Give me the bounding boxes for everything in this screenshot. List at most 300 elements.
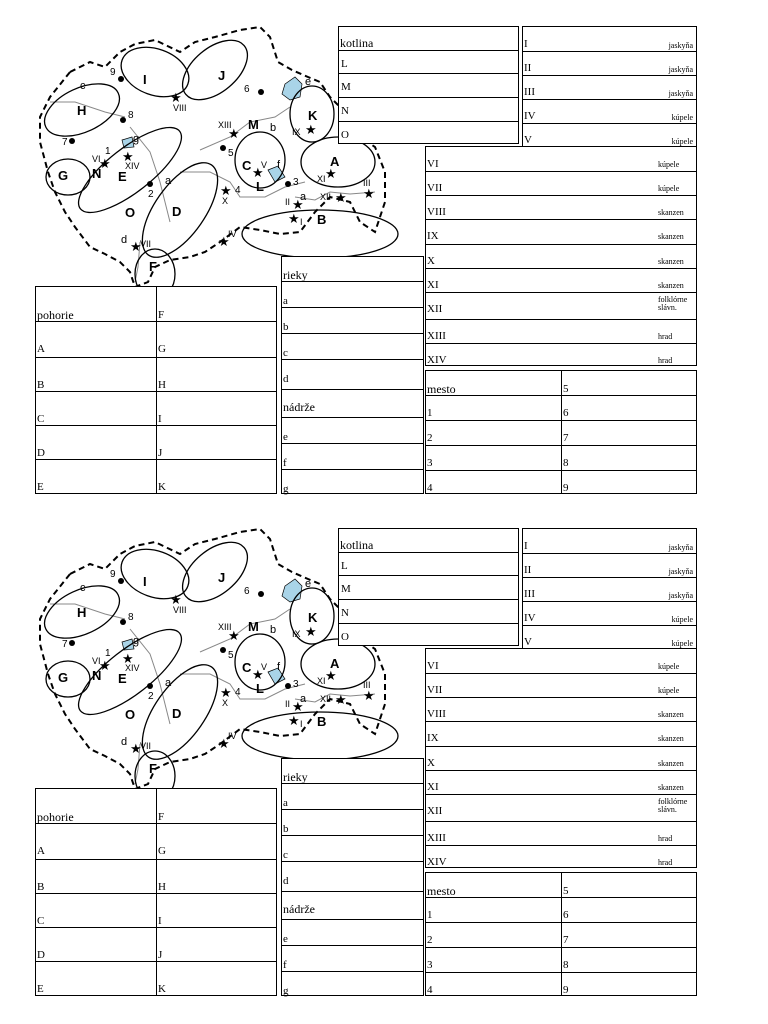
svg-text:XI: XI [317, 174, 326, 184]
label-N: N [92, 668, 102, 683]
svg-text:1: 1 [105, 648, 111, 659]
svg-text:6: 6 [244, 84, 250, 95]
reservoir-row-label: f [283, 457, 287, 469]
site-number: IV [524, 612, 536, 624]
site-type: kúpele [671, 113, 693, 122]
river-row-label: b [283, 823, 289, 835]
pohorie-left-label: E [37, 481, 44, 493]
svg-text:★: ★ [252, 667, 264, 682]
pohorie-left-label: B [37, 379, 45, 391]
mesto-row-divider [426, 445, 696, 446]
pohorie-right-label: G [158, 343, 166, 355]
svg-text:4: 4 [235, 185, 241, 196]
label-I: I [143, 72, 147, 87]
svg-text:9: 9 [110, 569, 116, 580]
pohorie-row-divider [36, 357, 276, 358]
label-O: O [125, 707, 136, 722]
label-D: D [172, 706, 182, 721]
svg-text:3: 3 [293, 177, 299, 188]
svg-text:5: 5 [228, 148, 234, 159]
site-number: IX [427, 230, 439, 242]
sites-row-divider [426, 244, 696, 245]
pohorie-right-label: K [158, 481, 166, 493]
svg-text:★: ★ [99, 658, 111, 673]
reservoir-row-label: e [283, 933, 288, 945]
sites-row-divider [426, 319, 696, 320]
svg-text:★: ★ [363, 688, 375, 703]
svg-text:XI: XI [317, 676, 326, 686]
svg-text:★: ★ [170, 90, 182, 105]
site-number: VIII [427, 708, 446, 720]
mesto-row-divider [426, 972, 696, 973]
mesto-table [425, 370, 697, 494]
river-row-label: a [283, 797, 288, 809]
mesto-row-divider [426, 897, 696, 898]
reservoir-row-label: g [283, 985, 289, 997]
site-number: XII [427, 805, 443, 817]
svg-text:★: ★ [218, 736, 230, 751]
site-number: II [524, 62, 532, 74]
site-number: V [524, 134, 532, 146]
river-row-label: d [283, 373, 289, 385]
svg-text:IX: IX [292, 127, 301, 137]
sites-row-divider [523, 601, 696, 602]
sites-row-divider [426, 195, 696, 196]
svg-text:c: c [80, 582, 86, 594]
label-H: H [77, 605, 87, 620]
svg-text:IV: IV [228, 731, 237, 741]
svg-text:VIII: VIII [173, 605, 187, 615]
svg-text:IX: IX [292, 629, 301, 639]
label-B: B [317, 714, 327, 729]
city-number-left: 2 [427, 432, 433, 444]
site-type: skanzen [658, 759, 684, 768]
svg-text:★: ★ [228, 628, 240, 643]
site-type: skanzen [658, 710, 684, 719]
range-J [172, 531, 259, 614]
site-number: XIV [427, 856, 447, 868]
site-type: hrad [658, 858, 673, 867]
rieky-table [281, 256, 424, 494]
rieky-row-divider [282, 307, 423, 308]
svg-text:★: ★ [288, 211, 300, 226]
label-I: I [143, 574, 147, 589]
pohorie-right-label: J [158, 447, 163, 459]
svg-text:XII: XII [320, 192, 332, 202]
svg-text:f: f [277, 159, 281, 171]
svg-text:III: III [363, 178, 371, 188]
sites-row-divider [426, 219, 696, 220]
pohorie-row-divider [36, 961, 276, 962]
svg-text:e: e [305, 578, 312, 590]
svg-text:XIV: XIV [125, 161, 140, 171]
site-number: XI [427, 781, 439, 793]
site-type: kúpele [658, 662, 680, 671]
sites-table-1 [522, 528, 697, 650]
site-type: kúpele [671, 615, 693, 624]
reservoir-e [282, 77, 302, 100]
label-F: F [149, 259, 157, 274]
label-M: M [248, 619, 259, 634]
kotlina-row-label: N [341, 105, 349, 117]
label-F: F [149, 761, 157, 776]
site-type: hrad [658, 332, 673, 341]
site-number: XI [427, 279, 439, 291]
site-number: I [524, 540, 528, 552]
label-O: O [125, 205, 136, 220]
svg-text:★: ★ [288, 713, 300, 728]
site-type: hrad [658, 834, 673, 843]
svg-text:X: X [222, 196, 229, 206]
kotlina-row-divider [339, 121, 518, 122]
svg-text:★: ★ [220, 183, 232, 198]
city-number-right: 9 [563, 984, 569, 996]
label-B: B [317, 212, 327, 227]
site-number: III [524, 86, 535, 98]
mesto-row-divider [426, 420, 696, 421]
city-number-left: 1 [427, 909, 433, 921]
pohorie-row-divider [36, 893, 276, 894]
nadrze-row-divider [282, 469, 423, 470]
svg-text:VII: VII [140, 741, 152, 751]
site-number: XIII [427, 832, 446, 844]
rieky-row-divider [282, 333, 423, 334]
river-row-label: d [283, 875, 289, 887]
nadrze-row-divider [282, 417, 423, 418]
range-I [114, 38, 196, 105]
city-number-left: 4 [427, 984, 433, 996]
svg-text:XIV: XIV [125, 663, 140, 673]
rieky-row-divider [282, 359, 423, 360]
rieky-row-divider [282, 835, 423, 836]
label-K: K [308, 108, 318, 123]
svg-text:b: b [270, 624, 277, 636]
pohorie-row-divider [36, 321, 276, 322]
city-number-right: 9 [563, 482, 569, 494]
pohorie-header-right: F [158, 309, 165, 321]
pohorie-left-label: D [37, 447, 45, 459]
svg-text:IV: IV [228, 229, 237, 239]
site-number: II [524, 564, 532, 576]
sites-row-divider [426, 746, 696, 747]
sites-row-divider [523, 625, 696, 626]
pohorie-left-label: C [37, 915, 45, 927]
nadrze-row-divider [282, 945, 423, 946]
kotlina-row-label: N [341, 607, 349, 619]
pohorie-left-label: B [37, 881, 45, 893]
kotlina-row-divider [339, 552, 518, 553]
pohorie-left-label: A [37, 343, 45, 355]
label-H: H [77, 103, 87, 118]
label-C: C [242, 158, 252, 173]
site-type: kúpele [658, 184, 680, 193]
city-number-right: 7 [563, 432, 569, 444]
site-type: skanzen [658, 783, 684, 792]
pohorie-row-divider [36, 823, 276, 824]
label-L: L [256, 681, 264, 696]
label-M: M [248, 117, 259, 132]
svg-text:a: a [300, 191, 307, 203]
svg-text:VI: VI [92, 656, 101, 666]
rieky-row-divider [282, 809, 423, 810]
mesto-header: mesto [427, 382, 456, 396]
sites-row-divider [426, 794, 696, 795]
svg-text:★: ★ [292, 197, 304, 212]
mesto-col-divider [561, 873, 562, 995]
label-E: E [118, 169, 127, 184]
pohorie-right-label: H [158, 881, 166, 893]
svg-text:★: ★ [99, 156, 111, 171]
svg-text:7: 7 [62, 137, 68, 148]
kotlina-row-divider [339, 575, 518, 576]
city-number-right: 8 [563, 457, 569, 469]
svg-text:★: ★ [292, 699, 304, 714]
svg-text:7: 7 [62, 639, 68, 650]
svg-text:★: ★ [325, 166, 337, 181]
site-number: V [524, 636, 532, 648]
kotlina-row-divider [339, 97, 518, 98]
site-number: XII [427, 303, 443, 315]
site-number: VIII [427, 206, 446, 218]
nadrze-row-divider [282, 919, 423, 920]
svg-text:a: a [165, 677, 172, 689]
pohorie-table [35, 286, 277, 494]
city-number-left: 4 [427, 482, 433, 494]
worksheet-half-top [0, 0, 768, 500]
pohorie-col-divider [156, 789, 157, 995]
sites-row-divider [426, 697, 696, 698]
pohorie-header: pohorie [37, 810, 74, 824]
pohorie-right-label: K [158, 983, 166, 995]
label-K: K [308, 610, 318, 625]
svg-text:8: 8 [128, 612, 134, 623]
svg-text:★: ★ [325, 668, 337, 683]
mesto-row-divider [426, 947, 696, 948]
svg-text:a: a [300, 693, 307, 705]
svg-text:9: 9 [110, 67, 116, 78]
kotlina-row-label: O [341, 631, 349, 643]
mesto-header: mesto [427, 884, 456, 898]
sites-row-divider [523, 75, 696, 76]
rieky-header: rieky [283, 770, 308, 784]
sites-row-divider [426, 292, 696, 293]
site-number: XIV [427, 354, 447, 366]
kotlina-table [338, 26, 519, 144]
svg-text:★: ★ [305, 624, 317, 639]
river-row-label: c [283, 347, 288, 359]
svg-text:★: ★ [252, 165, 264, 180]
site-type: folklórne slávn. [658, 797, 688, 814]
label-L: L [256, 179, 264, 194]
pohorie-row-divider [36, 927, 276, 928]
svg-text:V: V [261, 662, 268, 672]
city-number-right: 6 [563, 407, 569, 419]
label-J: J [218, 570, 226, 585]
pohorie-left-label: E [37, 983, 44, 995]
site-number: X [427, 757, 435, 769]
svg-text:II: II [285, 699, 291, 709]
svg-text:g: g [133, 133, 140, 145]
label-D: D [172, 204, 182, 219]
reservoir-e [282, 579, 302, 602]
city-number-right: 6 [563, 909, 569, 921]
sites-row-divider [523, 99, 696, 100]
sites-row-divider [523, 51, 696, 52]
range-I [114, 540, 196, 607]
svg-text:d: d [121, 736, 128, 748]
sites-row-divider [426, 845, 696, 846]
svg-text:III: III [363, 680, 371, 690]
pohorie-left-label: D [37, 949, 45, 961]
svg-text:★: ★ [335, 190, 347, 205]
rieky-row-divider [282, 861, 423, 862]
svg-text:VIII: VIII [173, 103, 187, 113]
kotlina-row-label: O [341, 129, 349, 141]
svg-text:5: 5 [228, 650, 234, 661]
river-row-label: c [283, 849, 288, 861]
kotlina-row-divider [339, 599, 518, 600]
svg-text:I: I [300, 217, 303, 227]
pohorie-row-divider [36, 391, 276, 392]
label-G: G [58, 168, 69, 183]
river-row-label: a [283, 295, 288, 307]
kotlina-row-divider [339, 623, 518, 624]
svg-text:e: e [305, 76, 312, 88]
sites-row-divider [523, 577, 696, 578]
svg-text:4: 4 [235, 687, 241, 698]
svg-text:XIII: XIII [218, 120, 232, 130]
river-line [50, 604, 125, 619]
pohorie-table [35, 788, 277, 996]
svg-text:2: 2 [148, 189, 154, 200]
label-C: C [242, 660, 252, 675]
sites-table-2 [425, 648, 697, 868]
city-number-left: 1 [427, 407, 433, 419]
sites-row-divider [426, 721, 696, 722]
svg-text:6: 6 [244, 586, 250, 597]
reservoir-row-label: f [283, 959, 287, 971]
svg-text:XII: XII [320, 694, 332, 704]
svg-text:I: I [300, 719, 303, 729]
pohorie-right-label: G [158, 845, 166, 857]
mesto-header-right: 5 [563, 383, 569, 395]
svg-text:3: 3 [293, 679, 299, 690]
sites-table-1 [522, 26, 697, 148]
rieky-header: rieky [283, 268, 308, 282]
svg-text:II: II [285, 197, 291, 207]
site-number: XIII [427, 330, 446, 342]
kotlina-row-divider [339, 73, 518, 74]
site-type: jaskyňa [668, 65, 693, 74]
svg-text:c: c [80, 80, 86, 92]
svg-text:★: ★ [218, 234, 230, 249]
site-type: kúpele [658, 686, 680, 695]
kotlina-header: kotlina [340, 538, 374, 552]
svg-text:d: d [121, 234, 128, 246]
pohorie-row-divider [36, 859, 276, 860]
pohorie-right-label: I [158, 413, 162, 425]
site-type: jaskyňa [668, 89, 693, 98]
city-number-left: 2 [427, 934, 433, 946]
river-line [200, 609, 290, 652]
kotlina-row-label: M [341, 81, 351, 93]
site-number: X [427, 255, 435, 267]
svg-text:1: 1 [105, 146, 111, 157]
kotlina-row-label: L [341, 58, 348, 70]
pohorie-left-label: A [37, 845, 45, 857]
river-line [200, 107, 290, 150]
city-number-left: 3 [427, 959, 433, 971]
river-row-label: b [283, 321, 289, 333]
site-type: skanzen [658, 257, 684, 266]
label-A: A [330, 656, 340, 671]
svg-text:★: ★ [130, 239, 142, 254]
pohorie-header-right: F [158, 811, 165, 823]
site-type: skanzen [658, 208, 684, 217]
kotlina-header: kotlina [340, 36, 374, 50]
site-number: IV [524, 110, 536, 122]
svg-text:g: g [133, 635, 140, 647]
svg-text:★: ★ [122, 651, 134, 666]
city-number-right: 7 [563, 934, 569, 946]
site-type: jaskyňa [668, 567, 693, 576]
label-E: E [118, 671, 127, 686]
site-type: kúpele [671, 639, 693, 648]
nadrze-divider [282, 891, 423, 892]
kotlina-table [338, 528, 519, 646]
mesto-row-divider [426, 470, 696, 471]
svg-text:★: ★ [335, 692, 347, 707]
svg-text:★: ★ [170, 592, 182, 607]
city-number-left: 3 [427, 457, 433, 469]
city-number-right: 8 [563, 959, 569, 971]
site-number: VI [427, 158, 439, 170]
site-type: jaskyňa [668, 41, 693, 50]
svg-text:b: b [270, 122, 277, 134]
sites-row-divider [523, 553, 696, 554]
site-type: hrad [658, 356, 673, 365]
svg-text:★: ★ [305, 122, 317, 137]
rieky-table [281, 758, 424, 996]
svg-text:f: f [277, 661, 281, 673]
site-type: folklórne slávn. [658, 295, 688, 312]
pohorie-left-label: C [37, 413, 45, 425]
mesto-row-divider [426, 395, 696, 396]
sites-row-divider [426, 673, 696, 674]
river-line [50, 102, 125, 117]
range-J [172, 29, 259, 112]
svg-text:★: ★ [220, 685, 232, 700]
site-type: skanzen [658, 232, 684, 241]
sites-row-divider [426, 770, 696, 771]
svg-text:a: a [165, 175, 172, 187]
mesto-row-divider [426, 922, 696, 923]
reservoir-row-label: g [283, 483, 289, 495]
site-number: IX [427, 732, 439, 744]
sites-row-divider [426, 343, 696, 344]
nadrze-header: nádrže [283, 902, 315, 916]
site-type: kúpele [658, 160, 680, 169]
mesto-col-divider [561, 371, 562, 493]
label-G: G [58, 670, 69, 685]
nadrze-header: nádrže [283, 400, 315, 414]
pohorie-col-divider [156, 287, 157, 493]
pohorie-right-label: H [158, 379, 166, 391]
kotlina-row-label: M [341, 583, 351, 595]
svg-text:XIII: XIII [218, 622, 232, 632]
nadrze-row-divider [282, 443, 423, 444]
svg-text:★: ★ [363, 186, 375, 201]
